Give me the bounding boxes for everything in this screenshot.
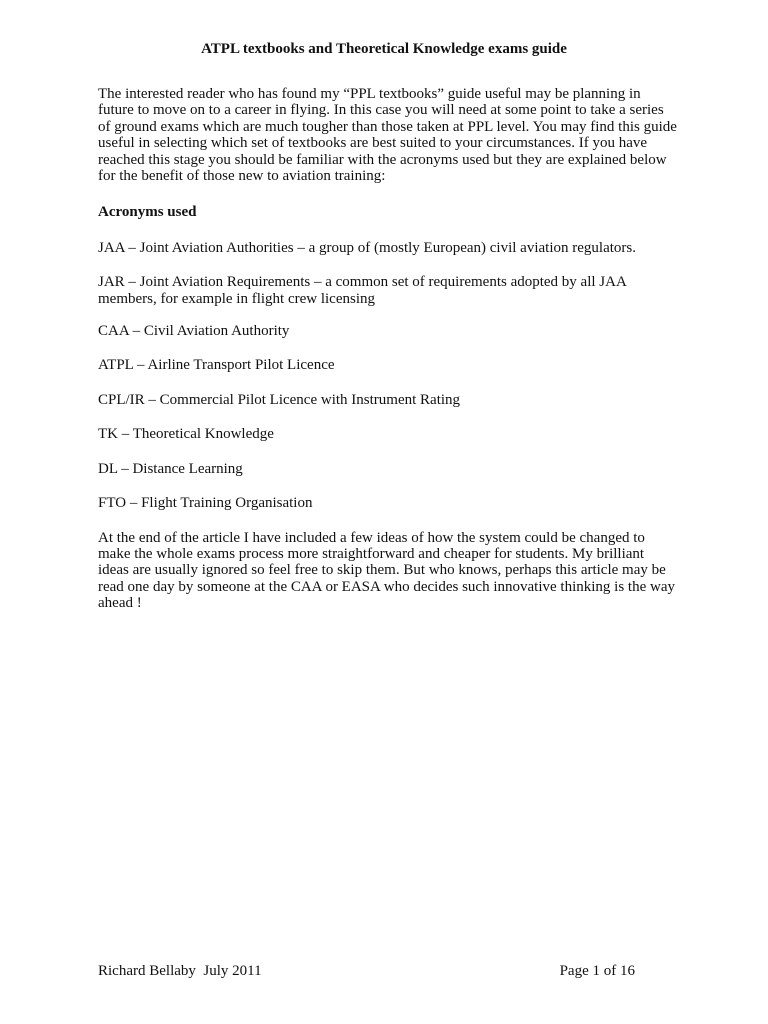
acronyms-heading: Acronyms used <box>98 204 197 221</box>
acronym-jar: JAR – Joint Aviation Requirements – a common set of requirements adopted by all JAA members, for example in flight crew licensing <box>98 274 626 307</box>
acronym-atpl: ATPL – Airline Transport Pilot Licence <box>98 357 335 374</box>
acronym-jaa: JAA – Joint Aviation Authorities – a group of (mostly European) civil aviation regulators. <box>98 239 636 256</box>
document-body <box>98 86 678 612</box>
footer-page-number: Page 1 of 16 <box>559 963 635 979</box>
acronym-dl: DL – Distance Learning <box>98 460 243 477</box>
intro-paragraph: The interested reader who has found my “PPL textbooks” guide useful may be planning in future to move on to a career in flying. In this case you will need at some point to take a series of ground exams which are much tougher than those taken at PPL level. You may find this guide useful in selecting which set of textbooks are best suited to your circumstances. If you have reached this stage you should be familiar with the acronyms used but they are explained below for the benefit of those new to aviation training: <box>98 86 677 185</box>
acronym-cpl-ir: CPL/IR – Commercial Pilot Licence with Instrument Rating <box>98 391 461 408</box>
footer-author-date: Richard Bellaby July 2011 <box>98 963 262 979</box>
acronym-caa: CAA – Civil Aviation Authority <box>98 323 290 340</box>
acronym-fto: FTO – Flight Training Organisation <box>98 495 313 512</box>
document-title: ATPL textbooks and Theoretical Knowledge exams guide <box>201 41 567 57</box>
closing-paragraph: At the end of the article I have included a few ideas of how the system could be changed to make the whole exams process more straightforward and cheaper for students. My brilliant ideas are usually ignored so feel free to skip them. But who knows, perhaps this article may be read one day by someone at the CAA or EASA who decides such innovative thinking is the way ahead ! <box>98 529 675 612</box>
acronym-tk: TK – Theoretical Knowledge <box>98 426 274 443</box>
